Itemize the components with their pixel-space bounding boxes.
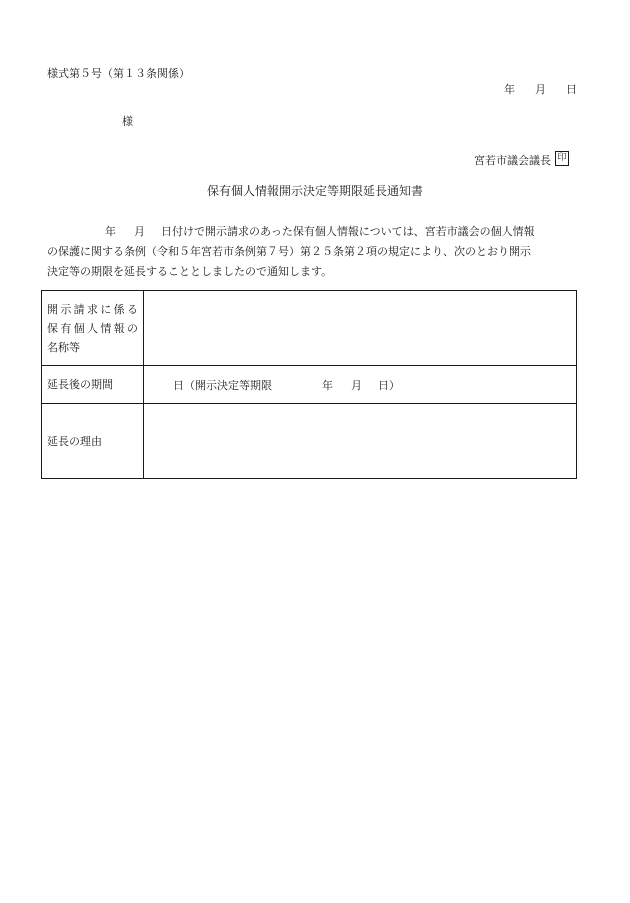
date-year-label: 年: [504, 83, 515, 96]
date-month-label: 月: [535, 83, 546, 96]
body-year-label: 年: [105, 225, 116, 238]
period-header: 延長後の期間: [42, 366, 144, 404]
body-line-3: 決定等の期限を延長することとしましたので通知します。: [47, 265, 333, 278]
body-text: [47, 222, 583, 282]
body-line-1: [47, 222, 583, 242]
seal-stamp: 印: [555, 151, 569, 166]
subject-header: [42, 291, 144, 366]
reason-value: [144, 404, 577, 479]
form-number: 様式第５号（第１３条関係）: [47, 67, 190, 80]
period-year-label: 年: [322, 378, 333, 392]
table-row-subject: [42, 291, 577, 366]
table-row-reason: [42, 404, 577, 479]
date-line: [504, 81, 577, 97]
subject-header-line-2: 保有個人情報の: [47, 321, 138, 335]
period-value: [144, 366, 577, 404]
addressee-suffix: 様: [122, 115, 133, 128]
period-day-text: 日（開示決定等期限: [173, 378, 272, 392]
period-day-end: 日）: [378, 378, 400, 392]
info-table: [41, 290, 577, 479]
date-day-label: 日: [566, 83, 577, 96]
sender-name: 宮若市議会議長: [474, 154, 551, 167]
period-month-label: 月: [351, 378, 362, 392]
body-month-label: 月: [134, 225, 145, 238]
subject-header-line-1: 開示請求に係る: [47, 302, 138, 316]
table-row-period: [42, 366, 577, 404]
body-line-1-text: 日付けで開示請求のあった保有個人情報については、宮若市議会の個人情報: [161, 225, 535, 238]
body-line-2: の保護に関する条例（令和５年宮若市条例第７号）第２５条第２項の規定により、次のとおり開示: [47, 245, 531, 258]
reason-header: 延長の理由: [42, 404, 144, 479]
subject-value: [144, 291, 577, 366]
subject-header-line-3: 名称等: [47, 340, 80, 354]
document-title: 保有個人情報開示決定等期限延長通知書: [206, 184, 423, 198]
